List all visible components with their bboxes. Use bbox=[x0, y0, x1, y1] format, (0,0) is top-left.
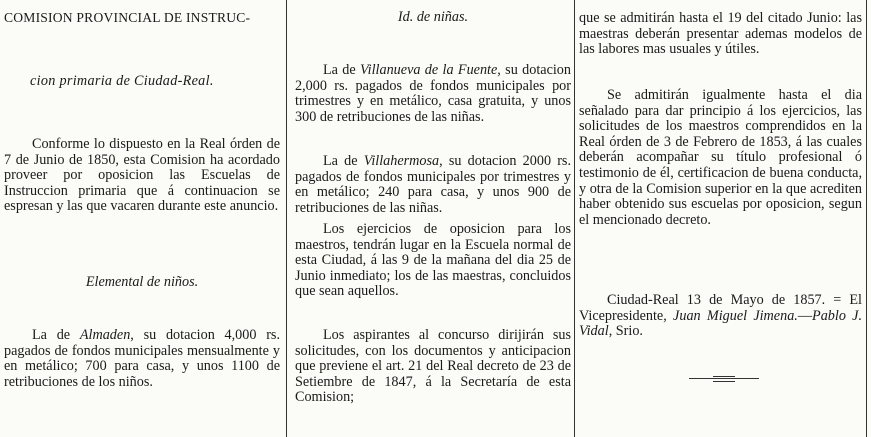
ejercicios-paragraph: Los ejercicios de oposicion para los maestros, tendrán lugar en la Escuela normal de esta Ciudad, á las 9 de la mañana del dia 25 de Junio inmediato; los de las maestras, concluidos que sean aquellos. bbox=[295, 221, 571, 300]
place-name: Almaden bbox=[79, 327, 131, 343]
column-divider bbox=[286, 0, 287, 437]
admitiran-paragraph: Se admitirán igualmente hasta el dia señalado para dar principio á los ejercicios, las solicitudes de los maestros comprendidos en la Real órden de 3 de Febrero de 1853, á las cuales deberán acompañar su título profesional ó testimonio de él, certificacion de buena conducta, y otra de la Comision superior en la que acrediten haber obtenido sus escuelas por oposicion, segun el mencionado decreto. bbox=[579, 87, 862, 228]
text-run: , su dotacion 4,000 rs. pagados de fondos municipales mensualmente y en metálico; 700 para casa, y unos 1100 de retribuciones de los niños. bbox=[4, 327, 280, 390]
aspirantes-paragraph: Los aspirantes al concurso dirijirán sus solicitudes, con los documentos y anticipacion que previene el art. 21 del Real decreto de 23 de Setiembre de 1847, á la Secretaría de esta Comision; bbox=[295, 327, 571, 406]
column-divider bbox=[574, 0, 575, 437]
text-run: La de bbox=[323, 153, 364, 169]
text-run: , su dotacion 2000 rs. pagados de fondos municipales por trimestres y en metálico; 240 para casa, y unos 900 de retribuciones de las niñas. bbox=[295, 153, 571, 216]
notice-subtitle: cion primaria de Ciudad-Real. bbox=[30, 73, 214, 89]
column-3 bbox=[579, 0, 862, 437]
text-run: , su dotacion 2,000 rs. pagados de fondos municipales por trimestres y en metálico, casa gratuita, y unos 300 de retribuciones de las niñas. bbox=[295, 62, 571, 125]
villanueva-paragraph bbox=[295, 63, 571, 125]
notice-title: COMISION PROVINCIAL DE INSTRUC- bbox=[4, 10, 251, 25]
continuation-paragraph: que se admitirán hasta el 19 del citado Junio: las maestras deberán presentar ademas modelos de las labores mas usuales y útiles. bbox=[579, 10, 862, 58]
signature-block bbox=[579, 293, 862, 340]
vicepresidente-name: Juan Miguel Jimena. bbox=[673, 307, 798, 324]
intro-paragraph: Conforme lo dispuesto en la Real órden de 7 de Junio de 1850, esta Comision ha acordado proveer por oposicion las Escuelas de Instruccion primaria que á continuacion se espresan y las que vacaren durante este anuncio. bbox=[4, 136, 280, 215]
place-name: Villahermosa bbox=[363, 153, 440, 169]
dash: — bbox=[797, 307, 813, 324]
text-run: La de bbox=[323, 62, 361, 78]
text-run: La de bbox=[32, 327, 80, 343]
villahermosa-paragraph bbox=[295, 154, 571, 216]
section-heading-ninas: Id. de niñas. bbox=[397, 9, 469, 25]
separator: = bbox=[825, 292, 850, 308]
vicepresidente-label: El Vicepresidente, bbox=[579, 292, 862, 324]
secretario-title: , Srio. bbox=[608, 323, 643, 340]
column-1 bbox=[4, 0, 280, 437]
column-2 bbox=[295, 0, 571, 437]
secretario-name: Pablo J. Vidal bbox=[579, 307, 862, 340]
section-heading-elemental-ninos: Elemental de niños. bbox=[85, 274, 199, 290]
place-name: Villanueva de la Fuente bbox=[360, 62, 498, 78]
closing-date: Ciudad-Real 13 de Mayo de 1857. bbox=[607, 292, 826, 308]
column-divider bbox=[866, 0, 867, 437]
almaden-paragraph bbox=[4, 328, 280, 390]
ornamental-rule bbox=[689, 378, 759, 379]
